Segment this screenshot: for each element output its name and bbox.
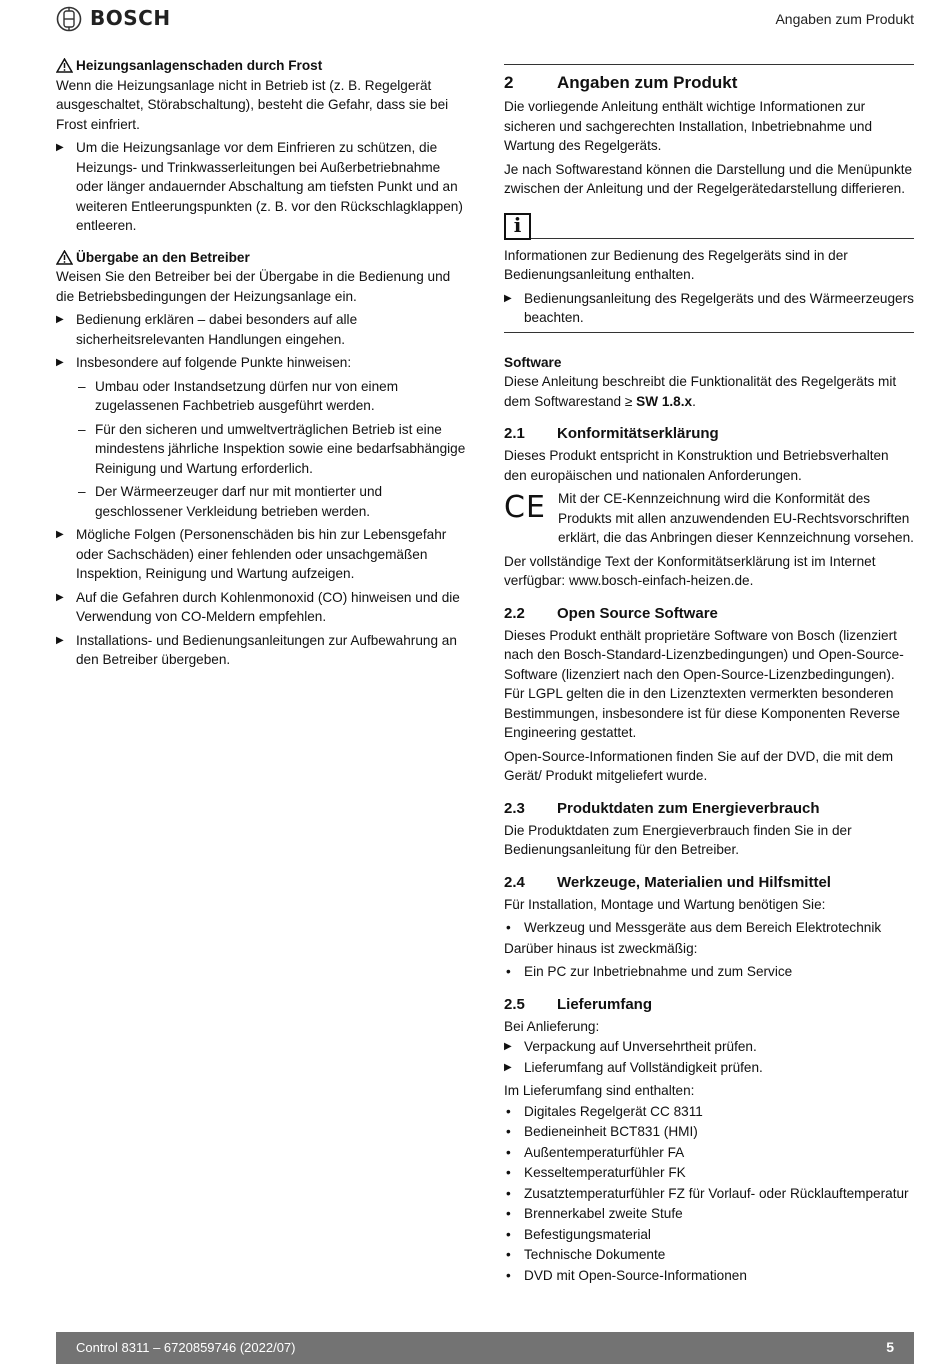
- section-2-1-heading: 2.1 Konformitätserklärung: [504, 425, 719, 442]
- list-item: ▶ Bedienungsanleitung des Regelgeräts und des Wärmeerzeugers beachten.: [504, 290, 914, 325]
- info-icon: i: [504, 213, 531, 240]
- list-item: ▶ Verpackung auf Unversehrtheit prüfen.: [504, 1037, 914, 1057]
- list-item: • Befestigungsmaterial: [506, 1226, 651, 1242]
- header-section-title: Angaben zum Produkt: [775, 11, 914, 27]
- dash-item: – Der Wärmeerzeuger darf nur mit montierter und geschlossener Verkleidung betrieben werden.: [78, 484, 383, 519]
- info-text: Informationen zur Bedienung des Regelgeräts sind in der Bedienungsanleitung enthalten.: [504, 247, 848, 282]
- bosch-logo: [56, 6, 171, 32]
- software-version: SW 1.8.x: [636, 393, 693, 409]
- footer-doc-id: Control 8311 – 6720859746 (2022/07): [76, 1340, 296, 1355]
- left-column: [56, 56, 468, 674]
- list-item: ▶ Um die Heizungsanlage vor dem Einfrieren zu schützen, die Heizungs- und Trinkwasserleitungen bei Außerbetriebnahme oder länger andauernder Abschaltung am tiefsten Punkt und an weiteren Entleerungspunkten (z. B. vor den Rückschlagklappen) entleeren.: [56, 140, 463, 233]
- info-notice: [504, 213, 914, 240]
- section-paragraph: Darüber hinaus ist zweckmäßig:: [504, 940, 698, 956]
- list-item: ▶ Auf die Gefahren durch Kohlenmonoxid (CO) hinweisen und die Verwendung von CO-Meldern empfehlen.: [56, 589, 460, 624]
- section-2-4-heading: 2.4 Werkzeuge, Materialien und Hilfsmittel: [504, 873, 831, 891]
- list-item: • Ein PC zur Inbetriebnahme und zum Service: [506, 964, 793, 979]
- arrow-right-icon: ▶: [56, 529, 64, 540]
- warning-handover-text: Weisen Sie den Betreiber bei der Übergabe in die Bedienung und die Betriebsbedingungen der Heizungsanlage ein.: [56, 269, 451, 304]
- section-paragraph: Die Produktdaten zum Energieverbrauch finden Sie in der Bedienungsanleitung für den Betreiber.: [504, 822, 852, 857]
- software-text: Diese Anleitung beschreibt die Funktionalität des Regelgeräts mit dem Softwarestand ≥ SW 1.8.x.: [504, 374, 897, 409]
- warning-handover-title-text: Übergabe an den Betreiber: [76, 249, 250, 265]
- warning-triangle-icon: [56, 250, 73, 265]
- dash-item: – Umbau oder Instandsetzung dürfen nur von einem zugelassenen Fachbetrieb ausgeführt werden.: [78, 378, 399, 413]
- section-paragraph: Dieses Produkt enthält proprietäre Software von Bosch (lizenziert nach den Bosch-Standard-Lizenzbedingungen) und Open-Source-Software (lizenziert nach den Open-Source-Lizenzbedingungen). Für LGPL gelten die in den Lizenztexten vermerkten besonderen Bestimmungen, insbesondere ist für diese Komponenten Reverse Engineering gestattet.: [504, 627, 904, 740]
- section-paragraph: Der vollständige Text der Konformitätserklärung ist im Internet verfügbar: www.bosch-einfach-heizen.de.: [504, 553, 876, 588]
- arrow-right-icon: ▶: [504, 1041, 512, 1052]
- section-paragraph: Open-Source-Informationen finden Sie auf der DVD, die mit dem Gerät/ Produkt mitgeliefert wurde.: [504, 748, 894, 783]
- brand-name: BOSCH: [90, 6, 171, 31]
- page-number: 5: [886, 1339, 894, 1355]
- page-header: [56, 6, 914, 36]
- section-2-3-heading: 2.3 Produktdaten zum Energieverbrauch: [504, 799, 820, 817]
- list-item: • Werkzeug und Messgeräte aus dem Bereich Elektrotechnik: [506, 920, 882, 935]
- arrow-right-icon: ▶: [56, 357, 64, 368]
- section-2-paragraph: Je nach Softwarestand können die Darstellung und die Menüpunkte zwischen der Anleitung und der Regelgerätedarstellung differieren.: [504, 161, 913, 196]
- list-item: • Digitales Regelgerät CC 8311: [506, 1103, 703, 1119]
- list-item: ▶ Lieferumfang auf Vollständigkeit prüfen.: [504, 1058, 914, 1078]
- ce-mark-icon: CE: [504, 490, 546, 525]
- section-2-2-heading: 2.2 Open Source Software: [504, 604, 718, 622]
- list-item: ▶ Insbesondere auf folgende Punkte hinweisen:: [56, 353, 468, 373]
- list-item: ▶ Installations- und Bedienungsanleitungen zur Aufbewahrung an den Betreiber übergeben.: [56, 632, 457, 667]
- arrow-right-icon: ▶: [504, 292, 512, 304]
- ce-text: Mit der CE-Kennzeichnung wird die Konformität des Produkts mit allen anzuwendenden EU-Rechtsvorschriften erklärt, die das Anbringen dieser Kennzeichnung vorsehen.: [558, 491, 914, 545]
- list-item: • Außentemperaturfühler FA: [506, 1144, 685, 1160]
- warning-frost-title-text: Heizungsanlagenschaden durch Frost: [76, 58, 323, 73]
- section-paragraph: Im Lieferumfang sind enthalten:: [504, 1083, 695, 1098]
- section-paragraph: Bei Anlieferung:: [504, 1018, 600, 1034]
- info-divider: [504, 332, 914, 333]
- section-2-heading: 2 Angaben zum Produkt: [504, 73, 738, 92]
- list-item: ▶ Bedienung erklären – dabei besonders auf alle sicherheitsrelevanten Handlungen eingehen.: [56, 312, 358, 347]
- list-item: • Zusatztemperaturfühler FZ für Vorlauf- oder Rücklauftemperatur: [506, 1185, 909, 1201]
- ce-block: [504, 489, 914, 548]
- arrow-right-icon: ▶: [504, 1061, 512, 1073]
- list-item: • Kesseltemperaturfühler FK: [506, 1165, 686, 1180]
- software-title: Software: [504, 354, 562, 370]
- page-footer: [56, 1332, 914, 1364]
- section-2-paragraph: Die vorliegende Anleitung enthält wichtige Informationen zur sicheren und sachgerechten Installation, Inbetriebnahme und Wartung des Regelgeräts.: [504, 99, 873, 153]
- section-paragraph: Dieses Produkt entspricht in Konstruktion und Betriebsverhalten den europäischen und nationalen Anforderungen.: [504, 448, 889, 483]
- list-item: • Technische Dokumente: [506, 1247, 666, 1262]
- warning-handover-title: [56, 248, 468, 268]
- list-item: ▶ Mögliche Folgen (Personenschäden bis hin zur Lebensgefahr oder Sachschäden) einer fehlenden oder unsachgemäßen Inspektion, Reinigung und Wartung aufzeigen.: [56, 527, 447, 581]
- arrow-right-icon: ▶: [56, 634, 64, 646]
- arrow-right-icon: ▶: [56, 591, 64, 603]
- warning-triangle-icon: [56, 58, 73, 73]
- section-2-5-heading: 2.5 Lieferumfang: [504, 995, 653, 1013]
- bosch-armature-icon: [56, 6, 82, 32]
- warning-frost-text: Wenn die Heizungsanlage nicht in Betrieb ist (z. B. Regelgerät ausgeschaltet, Störabschaltung), besteht die Gefahr, dass sie bei Frost einfriert.: [56, 77, 449, 132]
- section-divider: [504, 64, 914, 72]
- dash-item: – Für den sicheren und umweltverträglichen Betrieb ist eine mindestens jährliche Inspektion sowie eine bedarfsabhängige Reinigung und Wartung erforderlich.: [78, 421, 466, 476]
- warning-frost-title: [56, 56, 468, 76]
- arrow-right-icon: ▶: [56, 314, 64, 325]
- section-paragraph: Für Installation, Montage und Wartung benötigen Sie:: [504, 896, 826, 912]
- list-item: • Bedieneinheit BCT831 (HMI): [506, 1124, 698, 1139]
- list-item: • DVD mit Open-Source-Informationen: [506, 1267, 747, 1283]
- list-item: • Brennerkabel zweite Stufe: [506, 1206, 683, 1221]
- arrow-right-icon: ▶: [56, 142, 64, 153]
- right-column: [504, 56, 914, 1286]
